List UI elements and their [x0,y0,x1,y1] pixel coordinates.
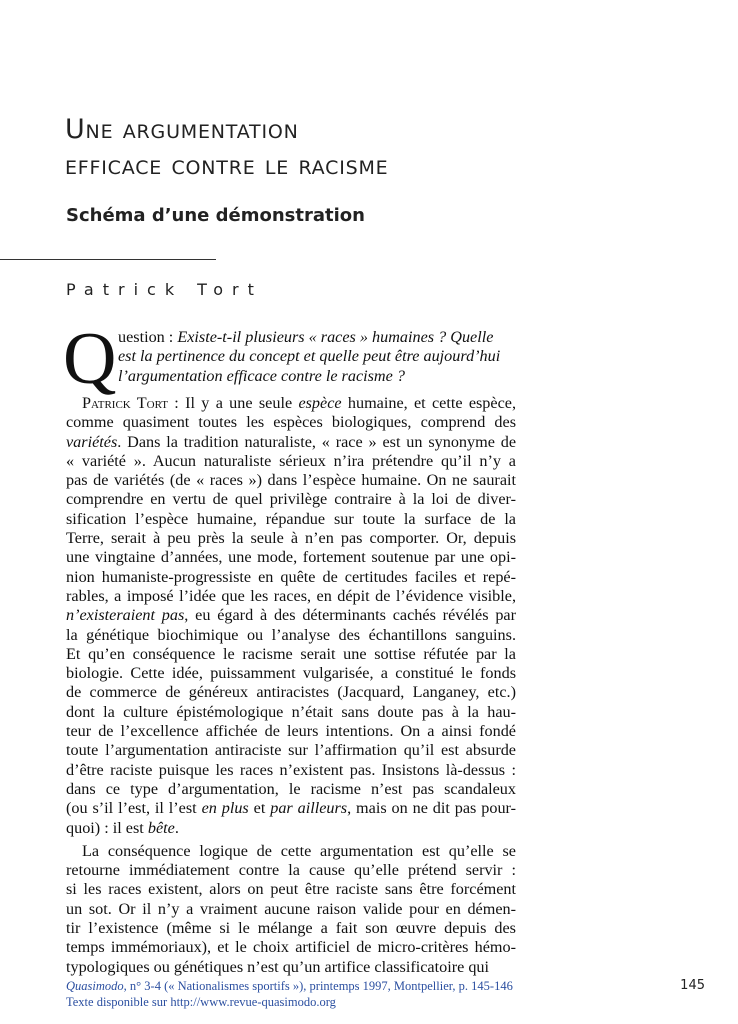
text-line: tir l’existence (même si le mélange a fait son œuvre depuis des [66,919,516,938]
text-line: sification l’espèce humaine, répandue sur toute la surface de la [66,509,516,528]
text-line: Terre, serait à peu près la seule à n’en pas comporter. Or, depuis [66,529,516,548]
question-line-2: est la pertinence du concept et quelle peut être aujourd’hui [118,347,501,366]
emphasis: bête [147,818,175,837]
question-line-3: l’argumentation efficace contre le racisme ? [118,366,405,385]
text-line: une vingtaine d’années, une mode, fortement soutenue par une opi- [66,548,516,567]
text-line: temps immémoriaux), et le choix artificiel de micro-critères hémo- [66,938,516,957]
emphasis: espèce [298,394,342,412]
title-line-1: Une argumentation [65,114,299,145]
page-number: 145 [680,978,705,993]
text-line: de commerce de généreux antiracistes (Jacquard, Langaney, etc.) [66,683,516,702]
text-line: dont la culture épistémologique n’était sans doute pas à la hau- [66,702,516,721]
emphasis: variétés [66,432,118,451]
text-line: nion humaniste-progressiste en quête de certitudes faciles et repé- [66,567,516,586]
text-line: comprendre en vertu de quel privilège contraire à la loi de diver- [66,490,516,509]
question-line-1: Existe-t-il plusieurs « races » humaines ? Quelle [177,328,494,346]
author-name: Patrick Tort [66,280,263,299]
question-lead: uestion : [118,328,178,346]
text-line: si les races existent, alors on peut être raciste sans être forcément [66,880,516,899]
journal-name: Quasimodo [66,979,124,993]
answer-paragraph-1 [66,394,516,838]
emphasis: en plus [201,799,249,818]
text-line: teur de l’excellence affichée de leurs intentions. On a ainsi fondé [66,722,516,741]
text-line: toute l’argumentation antiraciste sur l’affirmation qu’il est absurde [66,741,516,760]
emphasis: n’existeraient pas [66,606,185,625]
text-line: dans ce type d’argumentation, le racisme n’est pas scandaleux [66,779,516,798]
text-line: La conséquence logique de cette argumentation est qu’elle se [82,841,516,860]
question-block [63,318,516,400]
article-body [63,318,517,977]
text-line: typologiques ou génétiques n’est qu’un artifice classificatoire qui [66,957,490,976]
text-line: biologie. Cette idée, puissamment vulgarisée, a constitué le fonds [66,664,516,683]
text-line: retourne immédiatement contre la cause qu’elle prétend servir : [66,861,516,880]
text-line: pas de variétés (de « races ») dans l’espèce humaine. On ne saurait [66,471,516,490]
text-line: Patrick Tort : Il y a une seule espèce humaine, et cette espèce, [82,394,517,412]
speaker-name: Patrick Tort [82,394,168,412]
footer-citation [66,978,513,1010]
text-line: d’être raciste puisque les races n’existent pas. Insistons là-dessus : [66,760,516,779]
text-line: (ou s’il l’est, il l’est en plus et par ailleurs, mais on ne dit pas pour- [66,799,517,818]
text-line: rables, a imposé l’idée que les races, en dépit de l’évidence visible, [66,586,516,605]
answer-paragraph-2 [66,842,516,977]
header-divider [0,259,216,260]
text-line: « variété ». Aucun naturaliste sérieux n’ira prétendre qu’il n’y a [66,451,516,470]
availability-link[interactable]: Texte disponible sur http://www.revue-quasimodo.org [66,995,336,1009]
text-line: quoi) : il est bête. [66,818,179,837]
citation-text: , n° 3-4 (« Nationalismes sportifs »), printemps 1997, Montpellier, p. 145-146 [123,979,513,993]
text-line: n’existeraient pas, eu égard à des déterminants cachés révélés par [66,606,516,625]
text-line: un sot. Or il n’y a vraiment aucune raison valide pour en démen- [66,899,516,918]
drop-cap: Q [63,318,117,400]
article-subtitle: Schéma d’une démonstration [66,205,365,226]
text-line: variétés. Dans la tradition naturaliste, « race » est un synonyme de [66,432,516,451]
text-line: la génétique biochimique ou l’analyse des échantillons sanguins. [66,625,516,644]
emphasis: par ailleurs [270,799,348,818]
text-line: Et qu’en conséquence le racisme serait une sottise réfutée par la [66,644,516,663]
text-line: comme quasiment toutes les espèces biologiques, comprend des [66,413,516,432]
title-line-2: efficace contre le racisme [65,150,389,181]
article-title [65,112,388,184]
question-text [118,328,516,386]
